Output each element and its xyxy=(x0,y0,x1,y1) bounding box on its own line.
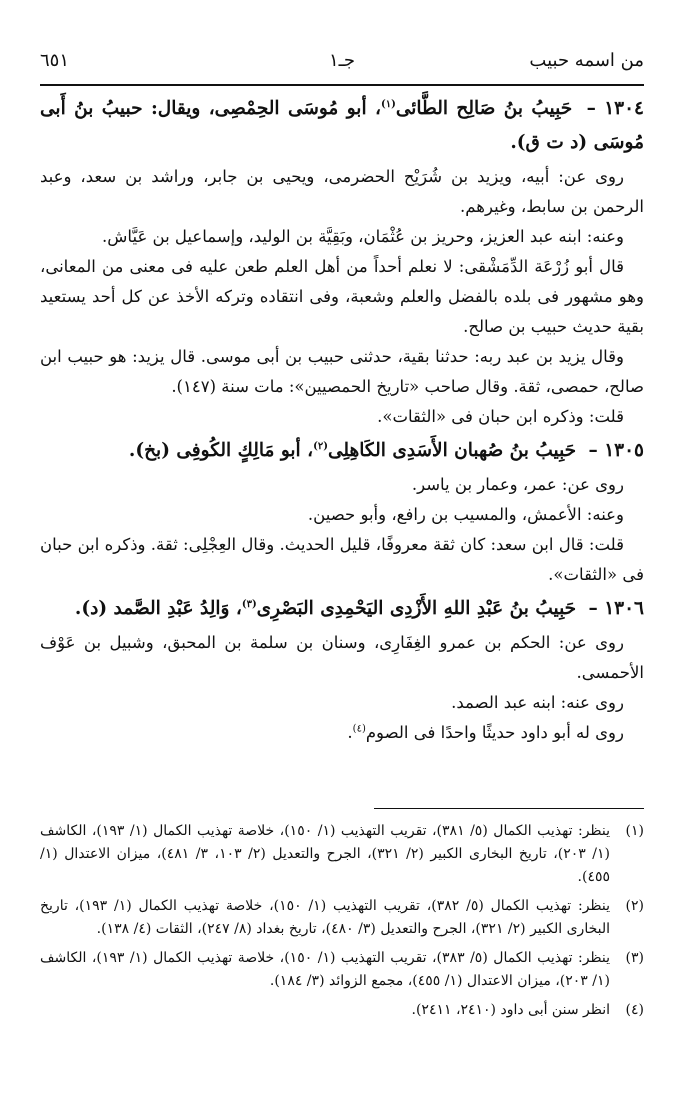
footnote xyxy=(40,895,644,941)
entry-number: ١٣٠٥ – xyxy=(588,440,644,461)
entry-name: حَبِيبُ بنُ عَبْدِ اللهِ الأَزْدِى اليَحْمِدِى البَصْرِى xyxy=(256,598,577,619)
entry-number: ١٣٠٦ – xyxy=(588,598,644,619)
paragraph: وقال يزيد بن عبد ربه: حدثنا بقية، حدثنى حبيب بن أبى موسى. قال يزيد: هو حبيب ابن صالح، حمصى، ثقة. وقال صاحب «تاريخ الحمصيين»: مات سنة (١٤٧). xyxy=(40,347,644,396)
page-header xyxy=(40,50,644,86)
paragraph: روى عن: عمر، وعمار بن ياسر. xyxy=(411,475,624,494)
paragraph-text: روى له أبو داود حديثًا واحدًا فى الصوم xyxy=(365,723,624,742)
footnote-number: (١) xyxy=(625,823,644,839)
footnote-ref[interactable]: (١) xyxy=(380,98,396,110)
footnote-ref[interactable]: (٤) xyxy=(352,723,366,735)
footnote xyxy=(40,999,644,1022)
entry-name-rest: ، وَالِدُ عَبْدِ الصَّمد (د). xyxy=(74,598,242,619)
footnote-text: ينظر: تهذيب الكمال (٥/ ٣٨١)، تقريب التهذيب (١/ ١٥٠)، خلاصة تهذيب الكمال (١/ ١٩٣)، الكاشف (١/ ٢٠٣)، تاريخ البخارى الكبير (٢/ ٣٢١)، الجرح والتعديل (٢/ ١٠٣، ٣/ ٤٨١)، ميزان الاعتدال (١/ ٤٥٥). xyxy=(40,823,611,885)
footnote xyxy=(40,947,644,993)
entry-heading xyxy=(40,92,644,160)
paragraph: روى عن: أبيه، ويزيد بن شُرَيْح الحضرمى، ويحيى بن جابر، وراشد بن سعد، وعبد الرحمن بن سابط، وغيرهم. xyxy=(40,167,644,216)
footnote-ref[interactable]: (٢) xyxy=(313,440,328,452)
page-number: ٦٥١ xyxy=(40,50,70,71)
entry-name: حَبِيبُ بنُ صَالِح الطَّائى xyxy=(395,98,573,119)
paragraph: قلت: وذكره ابن حبان فى «الثقات». xyxy=(377,407,624,426)
footnotes xyxy=(40,820,644,1028)
footnote-ref[interactable]: (٣) xyxy=(241,598,257,610)
footnote-text: ينظر: تهذيب الكمال (٥/ ٣٨٣)، تقريب التهذيب (١/ ١٥٠)، خلاصة تهذيب الكمال (١/ ١٩٣)، الكاشف (١/ ٢٠٣)، ميزان الاعتدال (١/ ٤٥٥)، مجمع الزوائد (٣/ ١٨٤). xyxy=(40,950,611,989)
paragraph: روى عن: الحكم بن عمرو الغِفَارِى، وسنان بن سلمة بن المحبق، وشبيل بن عَوْف الأحمسى. xyxy=(40,633,644,682)
footnote-divider xyxy=(374,808,644,809)
entry-name-rest: ، أبو مُوسَى الحِمْصِى، ويقال: حبيبُ بنُ أَبى مُوسَى (د ت ق). xyxy=(40,98,644,153)
entry-number: ١٣٠٤ – xyxy=(586,98,644,119)
paragraph-end: . xyxy=(347,723,353,742)
footnote xyxy=(40,820,644,889)
entry-heading xyxy=(40,592,644,626)
paragraph: قلت: قال ابن سعد: كان ثقة معروفًا، قليل الحديث. وقال العِجْلِى: ثقة. وذكره ابن حبان فى «الثقات». xyxy=(40,535,644,584)
footnote-number: (٢) xyxy=(625,898,644,914)
main-text xyxy=(40,90,644,748)
footnote-number: (٣) xyxy=(625,950,644,966)
entry-heading xyxy=(40,434,644,468)
section-title: من اسمه حبيب xyxy=(529,50,644,71)
entry-name: حَبِيبُ بنُ صُهبان الأَسَدِى الكَاهِلِى xyxy=(327,440,577,461)
paragraph xyxy=(40,718,644,748)
volume-label: جـ١ xyxy=(328,50,356,71)
paragraph: وعنه: ابنه عبد العزيز، وحريز بن عُثْمَان، وبَقِيَّة بن الوليد، وإسماعيل بن عَيَّاش. xyxy=(102,227,624,246)
paragraph: روى عنه: ابنه عبد الصمد. xyxy=(451,693,624,712)
paragraph: وعنه: الأعمش، والمسيب بن رافع، وأبو حصين. xyxy=(307,505,624,524)
paragraph: قال أبو زُرْعَة الدِّمَشْقى: لا نعلم أحداً من أهل العلم طعن عليه فى معنى من المعانى، وهو مشهور فى بلده بالفضل والعلم وشعبة، وفى انتقاده وتركه الأخذ عن كل أحد يستعيد بقية حديث حبيب بن صالح. xyxy=(40,257,644,336)
footnote-number: (٤) xyxy=(625,1002,644,1018)
entry-name-rest: ، أبو مَالِكٍ الكُوفِى (بخ). xyxy=(128,440,314,461)
footnote-text: ينظر: تهذيب الكمال (٥/ ٣٨٢)، تقريب التهذيب (١/ ١٥٠)، خلاصة تهذيب الكمال (١/ ١٩٣)، تاريخ البخارى الكبير (٢/ ٣٢١)، الجرح والتعديل (٣/ ٤٨٠)، تاريخ بغداد (٨/ ٢٤٧)، الثقات (٤/ ١٣٨). xyxy=(40,898,611,937)
footnote-text: انظر سنن أبى داود (٢٤١٠، ٢٤١١). xyxy=(411,1002,610,1018)
